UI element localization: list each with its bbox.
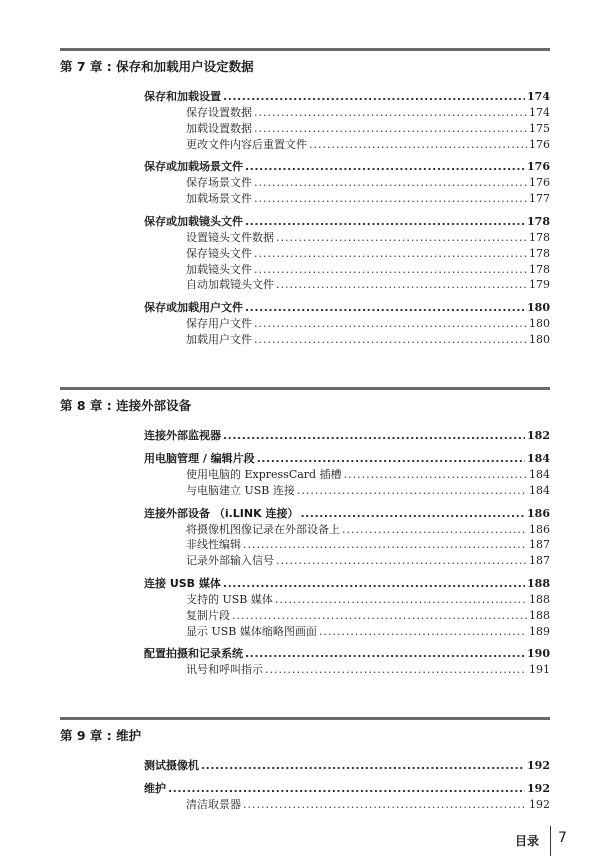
toc-subentry[interactable]: 保存设置数据 ..... 174 bbox=[186, 105, 550, 121]
toc-subentry[interactable]: 讯号和呼叫指示 ..... 191 bbox=[186, 662, 550, 678]
toc-subentry[interactable]: 保存用户文件 ..... 180 bbox=[186, 316, 550, 332]
toc-subentry[interactable]: 加载镜头文件 ..... 178 bbox=[186, 262, 550, 278]
toc-subentry[interactable]: 与电脑建立 USB 连接 ..... 184 bbox=[186, 483, 550, 499]
page-number: 7 bbox=[558, 830, 567, 846]
toc-entry[interactable]: 维护 ..... 192 bbox=[144, 781, 550, 797]
toc-subentry[interactable]: 复制片段 ..... 188 bbox=[186, 608, 550, 624]
chapter-7 bbox=[60, 48, 550, 348]
chapter-8 bbox=[60, 387, 550, 678]
toc-subentry[interactable]: 加载用户文件 ..... 180 bbox=[186, 332, 550, 348]
toc-entry[interactable]: 连接外部设备 （i.LINK 连接） ..... 186 bbox=[144, 506, 550, 522]
toc-entry[interactable]: 保存或加载场景文件 ..... 176 bbox=[144, 159, 550, 175]
toc-subentry[interactable]: 保存镜头文件 ..... 178 bbox=[186, 246, 550, 262]
chapter-divider bbox=[60, 387, 550, 390]
chapter-divider bbox=[60, 717, 550, 720]
toc-subentry[interactable]: 更改文件内容后重置文件 ..... 176 bbox=[186, 137, 550, 153]
toc-subentry[interactable]: 非线性编辑 ..... 187 bbox=[186, 537, 550, 553]
toc-subentry[interactable]: 自动加载镜头文件 ..... 179 bbox=[186, 277, 550, 293]
chapter-divider bbox=[60, 48, 550, 51]
toc-entry[interactable]: 配置拍摄和记录系统 ..... 190 bbox=[144, 646, 550, 662]
chapter-title: 第 7 章 : 保存和加载用户设定数据 bbox=[60, 59, 254, 74]
toc-subentry[interactable]: 显示 USB 媒体缩略图画面 ..... 189 bbox=[186, 624, 550, 640]
toc-subentry[interactable]: 记录外部输入信号 ..... 187 bbox=[186, 553, 550, 569]
footer-section-label: 目录 bbox=[515, 834, 540, 848]
toc-subentry[interactable]: 支持的 USB 媒体 ..... 188 bbox=[186, 592, 550, 608]
chapter-title: 第 8 章 : 连接外部设备 bbox=[60, 398, 192, 413]
chapter-title: 第 9 章 : 维护 bbox=[60, 728, 142, 743]
toc-entry[interactable]: 测试摄像机 ..... 192 bbox=[144, 758, 550, 774]
toc-entry[interactable]: 保存和加载设置 ..... 174 bbox=[144, 89, 550, 105]
toc-subentry[interactable]: 使用电脑的 ExpressCard 插槽 ..... 184 bbox=[186, 467, 550, 483]
toc-subentry[interactable]: 将摄像机图像记录在外部设备上 ..... 186 bbox=[186, 522, 550, 538]
toc-entry[interactable]: 用电脑管理 / 编辑片段 ..... 184 bbox=[144, 451, 550, 467]
toc-entry[interactable]: 保存或加载镜头文件 ..... 178 bbox=[144, 214, 550, 230]
footer-divider bbox=[550, 826, 551, 856]
chapter-9 bbox=[60, 717, 550, 813]
toc-subentry[interactable]: 清洁取景器 ..... 192 bbox=[186, 797, 550, 813]
toc-entry[interactable]: 连接外部监视器 ..... 182 bbox=[144, 428, 550, 444]
toc-subentry[interactable]: 加载设置数据 ..... 175 bbox=[186, 121, 550, 137]
toc-entry[interactable]: 保存或加载用户文件 ..... 180 bbox=[144, 300, 550, 316]
toc-entry[interactable]: 连接 USB 媒体 ..... 188 bbox=[144, 576, 550, 592]
toc-subentry[interactable]: 保存场景文件 ..... 176 bbox=[186, 175, 550, 191]
toc-subentry[interactable]: 加载场景文件 ..... 177 bbox=[186, 191, 550, 207]
toc-subentry[interactable]: 设置镜头文件数据 ..... 178 bbox=[186, 230, 550, 246]
